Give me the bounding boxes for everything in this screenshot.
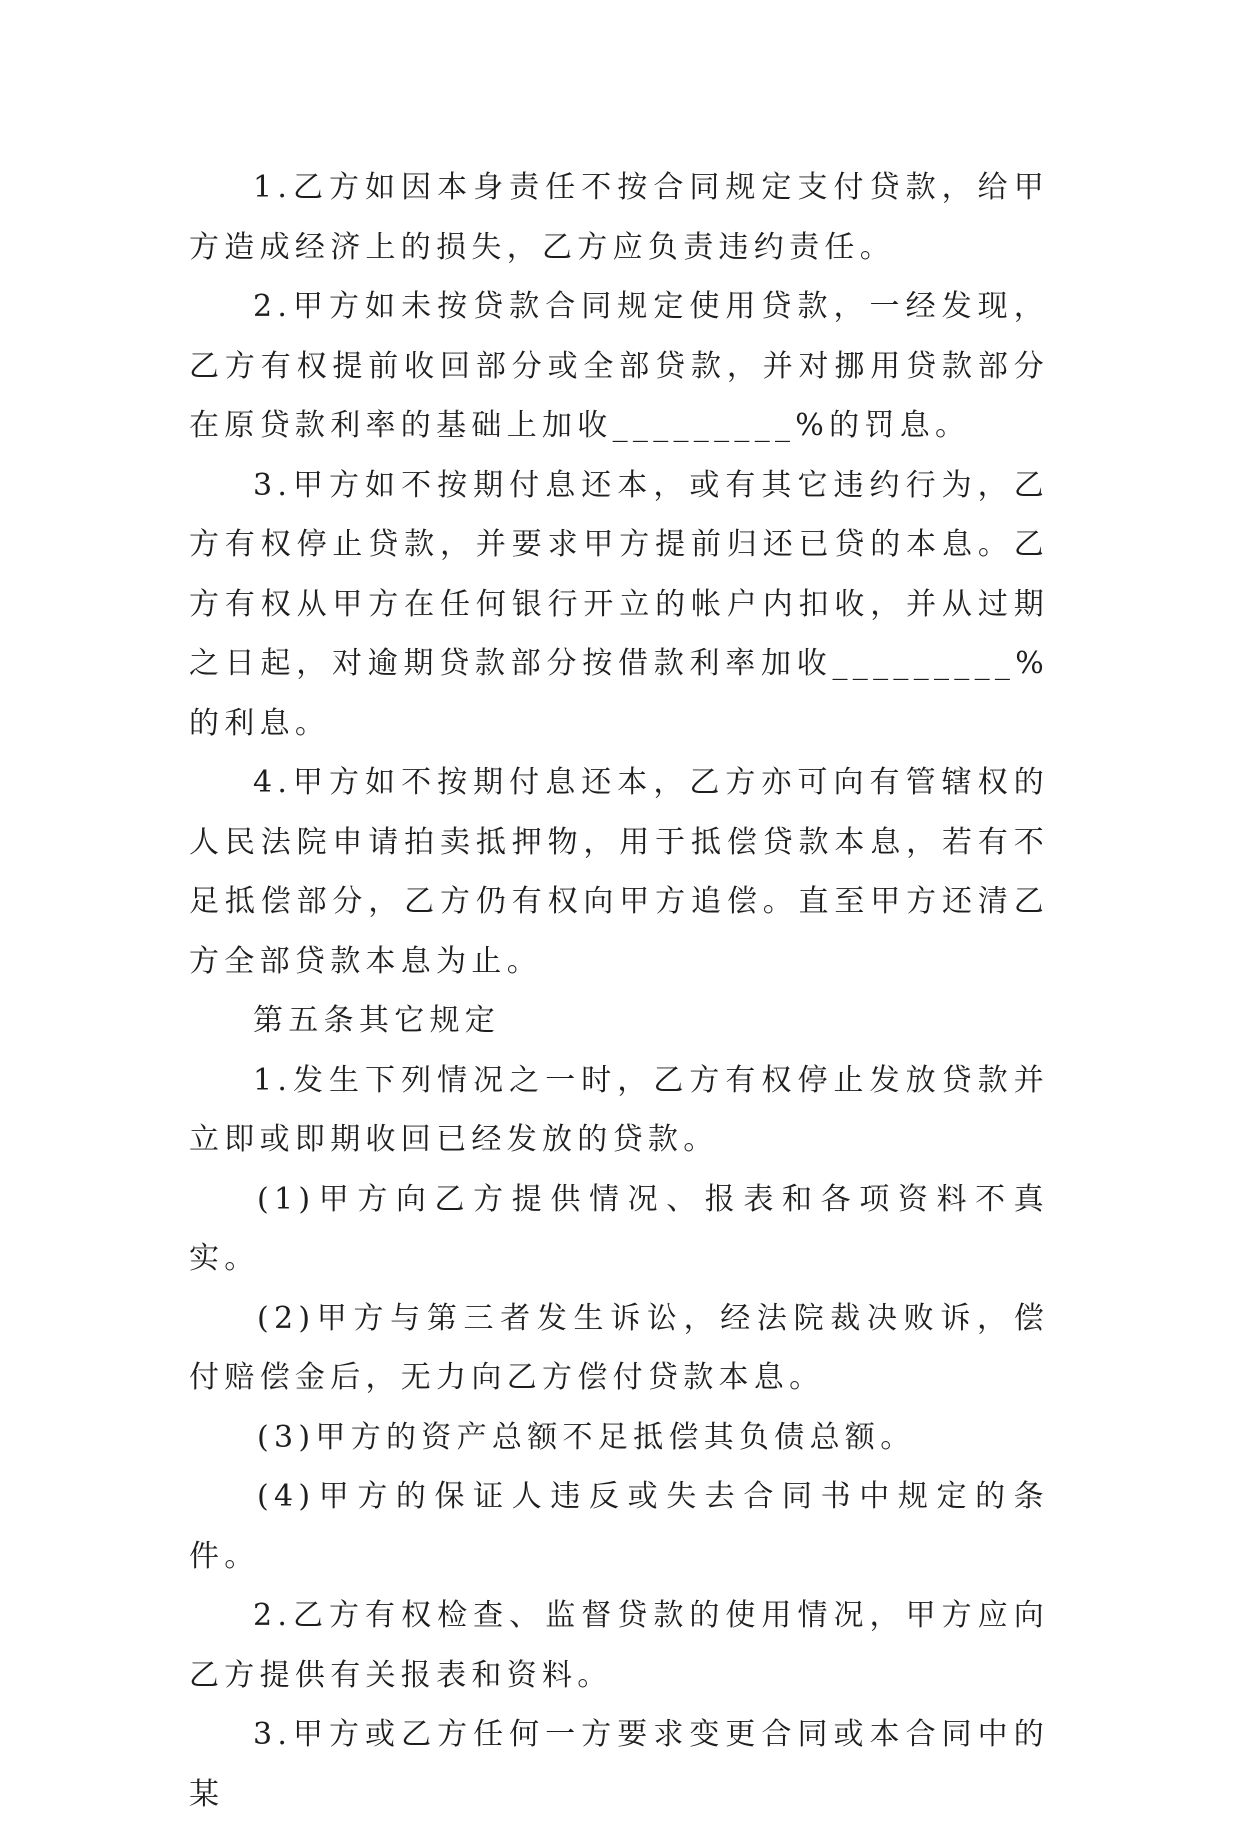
sub-clause-paragraph: (2)甲方与第三者发生诉讼，经法院裁决败诉，偿付赔偿金后，无力向乙方偿付贷款本息。 <box>189 1300 1049 1395</box>
sub-clause-paragraph: (4)甲方的保证人违反或失去合同书中规定的条件。 <box>189 1479 1049 1574</box>
clause-paragraph: 2.甲方如未按贷款合同规定使用贷款，一经发现，乙方有权提前收回部分或全部贷款，并对挪用贷款部分在原贷款利率的基础上加收_________%的罚息。 <box>189 289 1049 443</box>
document-body <box>189 158 1049 1824</box>
article-heading: 第五条其它规定 <box>253 1003 501 1038</box>
clause-paragraph: 1.发生下列情况之一时，乙方有权停止发放贷款并立即或即期收回已经发放的贷款。 <box>189 1062 1049 1157</box>
clause-paragraph: 4.甲方如不按期付息还本，乙方亦可向有管辖权的人民法院申请拍卖抵押物，用于抵偿贷款本息，若有不足抵偿部分，乙方仍有权向甲方追偿。直至甲方还清乙方全部贷款本息为止。 <box>189 765 1049 979</box>
sub-clause-paragraph: (3)甲方的资产总额不足抵偿其负债总额。 <box>257 1419 916 1455</box>
sub-clause-paragraph: (1)甲方向乙方提供情况、报表和各项资料不真实。 <box>189 1181 1049 1276</box>
clause-paragraph: 1.乙方如因本身责任不按合同规定支付贷款，给甲方造成经济上的损失，乙方应负责违约责任。 <box>189 170 1049 265</box>
clause-paragraph: 2.乙方有权检查、监督贷款的使用情况，甲方应向乙方提供有关报表和资料。 <box>189 1598 1049 1693</box>
clause-paragraph: 3.甲方或乙方任何一方要求变更合同或本合同中的某 <box>189 1717 1049 1812</box>
clause-paragraph: 3.甲方如不按期付息还本，或有其它违约行为，乙方有权停止贷款，并要求甲方提前归还已贷的本息。乙方有权从甲方在任何银行开立的帐户内扣收，并从过期之日起，对逾期贷款部分按借款利率加收_________%的利息。 <box>189 467 1049 741</box>
